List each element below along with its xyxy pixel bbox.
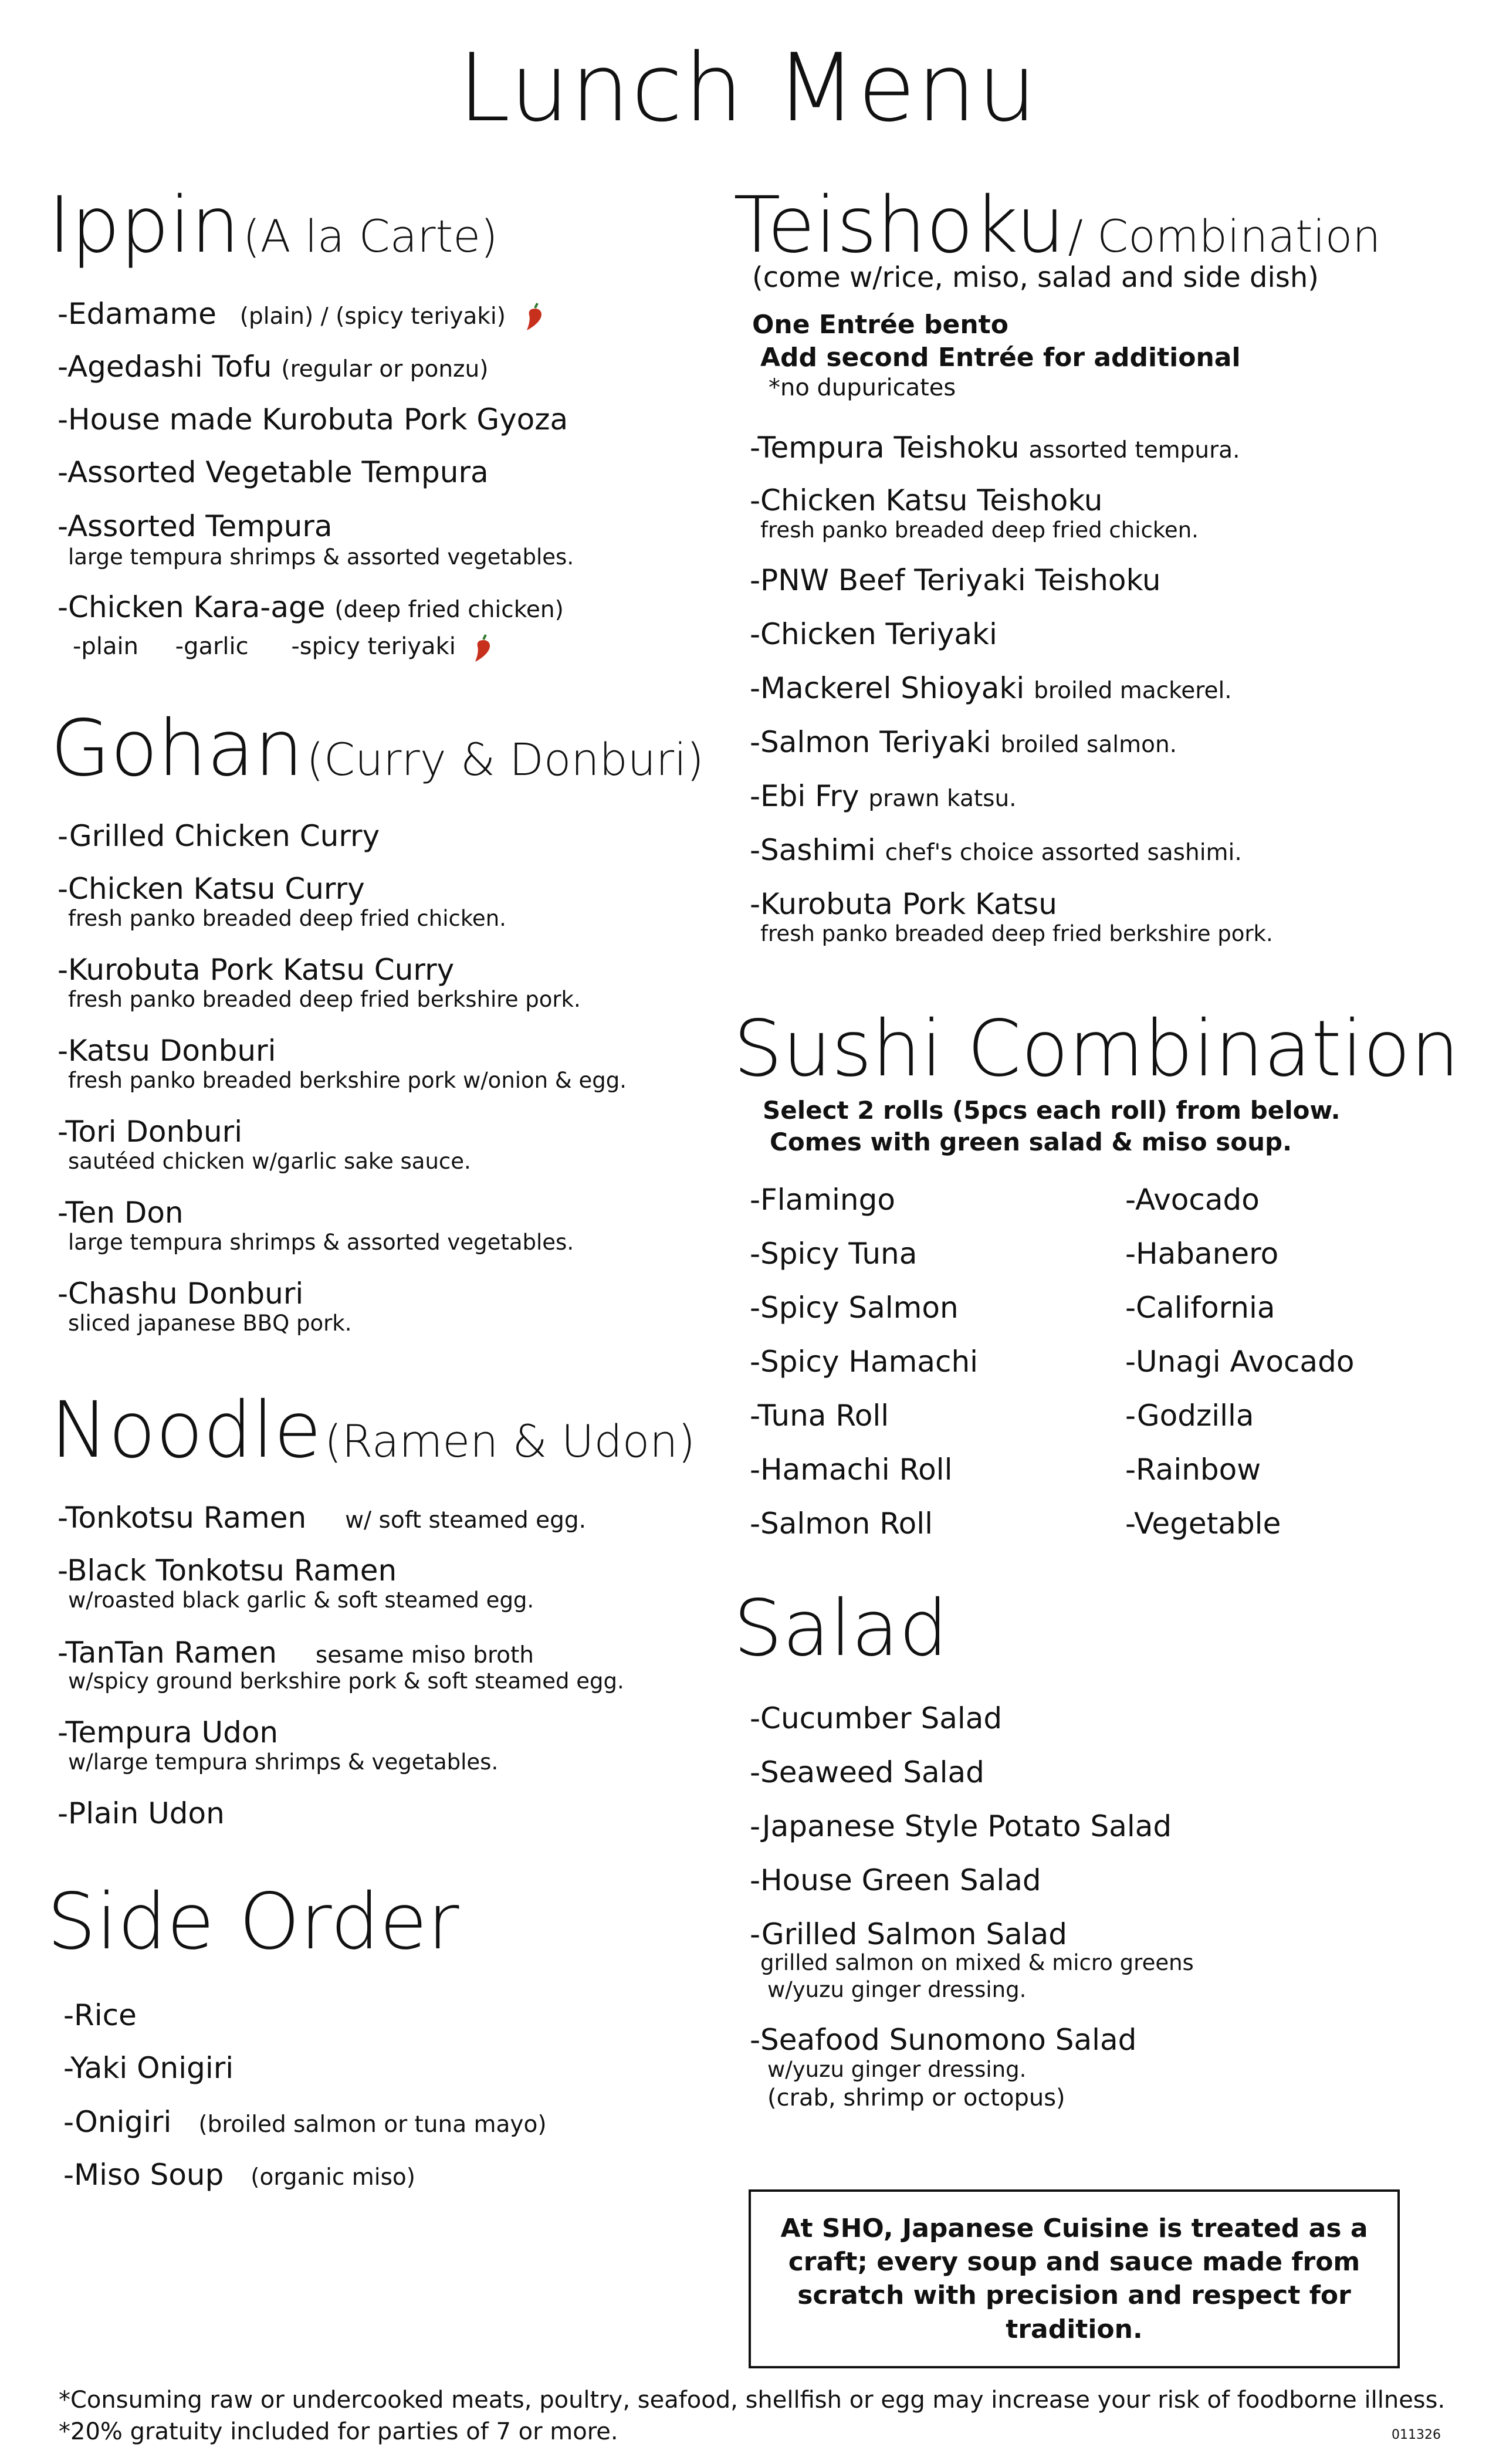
item-note: chef's choice assorted sashimi.	[885, 840, 1242, 866]
craft-statement-box: At SHO, Japanese Cuisine is treated as a craft; every soup and sauce made from scratch with precision and respect for tradition.	[749, 2189, 1400, 2368]
menu-item: -Tempura Udon	[57, 1715, 279, 1749]
menu-item: -Cucumber Salad	[750, 1701, 1003, 1735]
menu-item: -Yaki Onigiri	[63, 2051, 234, 2085]
noodle-title: Noodle	[50, 1385, 321, 1475]
menu-item: -Katsu Donburi	[57, 1034, 276, 1068]
sushi-roll: -California	[1125, 1291, 1275, 1325]
option: -garlic	[175, 633, 249, 660]
chili-pepper-icon	[472, 632, 495, 663]
item-description: sliced japanese BBQ pork.	[68, 1311, 352, 1336]
item-note: (deep fried chicken)	[334, 597, 564, 623]
gratuity-note: *20% gratuity included for parties of 7 or more.	[59, 2418, 618, 2445]
option: -spicy teriyaki	[291, 633, 456, 660]
item-note: broiled mackerel.	[1034, 678, 1232, 704]
gohan-title: Gohan	[50, 703, 304, 794]
noodle-heading	[50, 1385, 696, 1475]
item-name: -Tonkotsu Ramen	[57, 1501, 307, 1535]
item-name: -Ebi Fry	[750, 779, 859, 813]
menu-item: -Assorted Vegetable Tempura	[57, 455, 489, 489]
gohan-subtitle: (Curry & Donburi)	[306, 733, 704, 786]
teishoku-title: Teishoku	[733, 180, 1065, 270]
ippin-heading	[48, 180, 498, 270]
sushi-roll: -Hamachi Roll	[750, 1453, 953, 1487]
menu-item	[57, 1501, 587, 1535]
item-note: w/ soft steamed egg.	[345, 1507, 587, 1534]
sushi-roll: -Godzilla	[1125, 1399, 1254, 1433]
menu-item: -Rice	[63, 1998, 137, 2032]
menu-item: -Black Tonkotsu Ramen	[57, 1553, 397, 1588]
item-description: fresh panko breaded berkshire pork w/onion & egg.	[68, 1068, 627, 1093]
item-name: -Onigiri	[63, 2105, 172, 2139]
item-name: -TanTan Ramen	[57, 1636, 277, 1670]
item-description: fresh panko breaded deep fried berkshire pork.	[68, 987, 581, 1012]
teishoku-bento-note: One Entrée bento	[752, 310, 1008, 340]
item-description: fresh panko breaded deep fried chicken.	[68, 906, 506, 931]
page-title: Lunch Menu	[458, 33, 1038, 143]
menu-item	[750, 835, 1242, 865]
sushi-roll: -Flamingo	[750, 1183, 895, 1217]
option: -plain	[73, 633, 138, 660]
menu-item: -Japanese Style Potato Salad	[750, 1809, 1172, 1843]
menu-item: -Kurobuta Pork Katsu Curry	[57, 953, 455, 987]
item-name: -Chicken Kara-age	[57, 590, 326, 624]
item-note: sesame miso broth	[315, 1642, 534, 1668]
item-description: w/roasted black garlic & soft steamed egg.	[68, 1588, 534, 1613]
side-order-title: Side Order	[47, 1877, 459, 1967]
sushi-roll: -Spicy Hamachi	[750, 1345, 979, 1379]
menu-item: -Kurobuta Pork Katsu	[750, 887, 1057, 921]
menu-item: -Seafood Sunomono Salad	[750, 2023, 1137, 2057]
item-description: w/yuzu ginger dressing.	[767, 2057, 1027, 2082]
item-note: (regular or ponzu)	[281, 356, 489, 383]
sushi-roll: -Rainbow	[1125, 1453, 1261, 1487]
ippin-subtitle: (A la Carte)	[242, 210, 498, 262]
gohan-heading	[50, 703, 704, 794]
item-note: (broiled salmon or tuna mayo)	[198, 2111, 547, 2138]
menu-item: -Ten Don	[57, 1196, 184, 1230]
sushi-roll: -Spicy Salmon	[750, 1291, 959, 1325]
item-description: fresh panko breaded deep fried chicken.	[760, 517, 1199, 543]
item-name: -Sashimi	[750, 833, 876, 867]
teishoku-duplicates-note: *no dupuricates	[769, 374, 956, 401]
menu-item: -Chicken Teriyaki	[750, 617, 997, 651]
item-description: fresh panko breaded deep fried berkshire pork.	[760, 921, 1273, 946]
sushi-roll: -Vegetable	[1125, 1507, 1281, 1541]
sushi-roll: -Salmon Roll	[750, 1507, 933, 1541]
item-description: (crab, shrimp or octopus)	[767, 2084, 1065, 2111]
item-options	[73, 632, 495, 663]
teishoku-includes: (come w/rice, miso, salad and side dish)	[752, 261, 1319, 294]
menu-item: -House Green Salad	[750, 1863, 1041, 1897]
menu-item: -Grilled Salmon Salad	[750, 1917, 1068, 1951]
menu-item	[57, 590, 564, 624]
item-note: (organic miso)	[251, 2164, 415, 2191]
menu-item: -Tori Donburi	[57, 1115, 243, 1149]
item-description: w/spicy ground berkshire pork & soft steamed egg.	[68, 1668, 624, 1694]
menu-item: -Chicken Katsu Teishoku	[750, 483, 1103, 517]
menu-item: -Assorted Tempura	[57, 509, 333, 543]
menu-item	[63, 2158, 415, 2192]
menu-item	[63, 2107, 547, 2137]
teishoku-second-entree-note: Add second Entrée for additional	[760, 343, 1241, 373]
menu-code: 011326	[1392, 2428, 1441, 2442]
item-name: -Mackerel Shioyaki	[750, 671, 1025, 705]
menu-item	[57, 299, 547, 331]
item-description: large tempura shrimps & assorted vegetables.	[68, 1230, 574, 1255]
sushi-select-note: Select 2 rolls (5pcs each roll) from below.	[763, 1096, 1341, 1125]
sushi-roll: -Habanero	[1125, 1237, 1279, 1271]
item-note: assorted tempura.	[1028, 437, 1240, 463]
chili-pepper-icon	[523, 301, 547, 331]
item-name: -Agedashi Tofu	[57, 350, 272, 384]
menu-item: -Seaweed Salad	[750, 1755, 984, 1789]
item-name: -Miso Soup	[63, 2158, 224, 2192]
sushi-roll: -Spicy Tuna	[750, 1237, 918, 1271]
item-name: -Tempura Teishoku	[750, 431, 1020, 465]
foodborne-illness-disclaimer: *Consuming raw or undercooked meats, poultry, seafood, shellfish or egg may increase your risk of foodborne illness.	[59, 2387, 1446, 2414]
item-description: w/large tempura shrimps & vegetables.	[68, 1749, 499, 1775]
ippin-title: Ippin	[48, 180, 240, 270]
menu-item	[750, 431, 1240, 465]
menu-item	[57, 350, 489, 384]
item-description: sautéed chicken w/garlic sake sauce.	[68, 1149, 471, 1174]
sushi-roll: -Avocado	[1125, 1183, 1260, 1217]
menu-item: -Chashu Donburi	[57, 1277, 304, 1311]
sushi-comes-with-note: Comes with green salad & miso soup.	[770, 1128, 1292, 1156]
item-note: prawn katsu.	[868, 786, 1017, 812]
item-name: -Edamame	[57, 297, 216, 331]
menu-item: -Plain Udon	[57, 1796, 225, 1830]
noodle-subtitle: (Ramen & Udon)	[324, 1415, 696, 1467]
item-note: (plain) / (spicy teriyaki)	[239, 303, 506, 330]
sushi-roll: -Unagi Avocado	[1125, 1345, 1355, 1379]
menu-item	[750, 781, 1017, 811]
item-description: grilled salmon on mixed & micro greens	[760, 1950, 1194, 1975]
teishoku-subtitle: / Combination	[1068, 210, 1381, 262]
sushi-combination-title: Sushi Combination	[733, 1004, 1460, 1094]
menu-item: -House made Kurobuta Pork Gyoza	[57, 402, 568, 436]
item-description: w/yuzu ginger dressing.	[767, 1977, 1027, 2002]
menu-item	[750, 727, 1177, 757]
menu-item: -Chicken Katsu Curry	[57, 872, 365, 906]
menu-item: -Grilled Chicken Curry	[57, 819, 380, 853]
menu-item: -PNW Beef Teriyaki Teishoku	[750, 563, 1161, 597]
menu-item	[750, 673, 1232, 703]
menu-item	[57, 1636, 534, 1670]
teishoku-heading	[733, 180, 1381, 270]
item-name: -Salmon Teriyaki	[750, 725, 991, 759]
item-description: large tempura shrimps & assorted vegetables.	[68, 544, 574, 570]
item-note: broiled salmon.	[1000, 732, 1177, 758]
salad-title: Salad	[733, 1583, 949, 1674]
sushi-roll: -Tuna Roll	[750, 1399, 889, 1433]
